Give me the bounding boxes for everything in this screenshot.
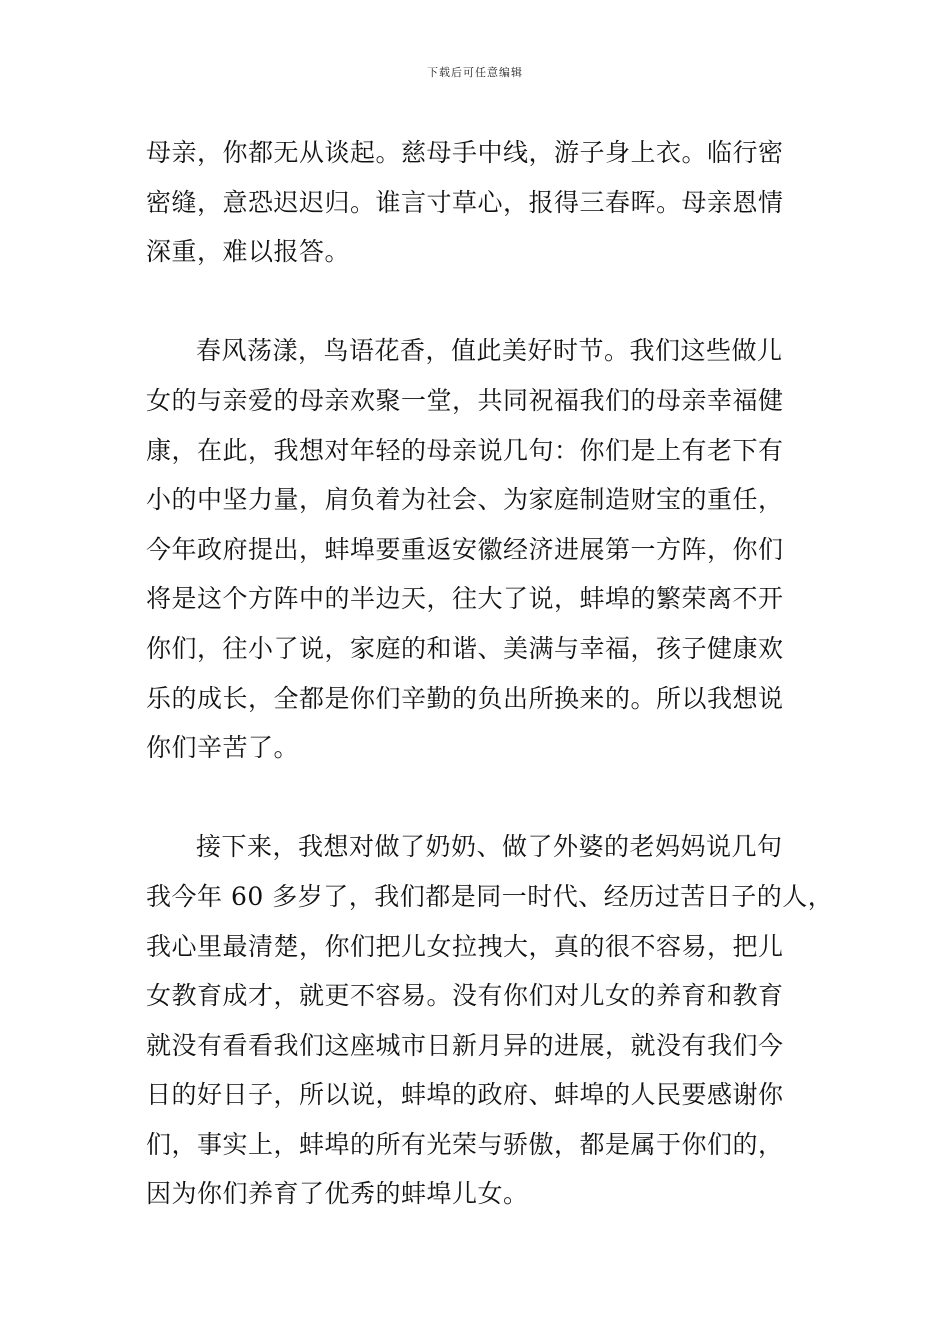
paragraph-line: 因为你们养育了优秀的蚌埠儿女。 (146, 1179, 529, 1209)
paragraph-spacer (146, 277, 811, 327)
paragraph-line: 母亲，你都无从谈起。慈母手中线，游子身上衣。临行密 (146, 138, 784, 167)
paragraph-line: 我心里最清楚，你们把儿女拉拽大，真的很不容易，把儿 (146, 931, 784, 961)
page-header: 下载后可任意编辑 (427, 66, 523, 79)
paragraph-line: 小的中坚力量，肩负着为社会、为家庭制造财宝的重任， (146, 485, 784, 515)
paragraph-line: 将是这个方阵中的半边天，往大了说，蚌埠的繁荣离不开 (146, 584, 784, 614)
paragraph-line: 就没有看看我们这座城市日新月异的进展，就没有我们今 (146, 1030, 784, 1060)
paragraph-2 (146, 326, 811, 772)
paragraph-line: 日的好日子，所以说，蚌埠的政府、蚌埠的人民要感谢你 (146, 1080, 784, 1110)
paragraph-line: 接下来，我想对做了奶奶、做了外婆的老妈妈说几句 (196, 832, 783, 862)
paragraph-line: 们，事实上，蚌埠的所有光荣与骄傲，都是属于你们的， (146, 1129, 784, 1159)
paragraph-line: 康，在此，我想对年轻的母亲说几句：你们是上有老下有 (146, 435, 784, 465)
paragraph-line: 女教育成才，就更不容易。没有你们对儿女的养育和教育 (146, 981, 784, 1011)
paragraph-line: 你们，往小了说，家庭的和谐、美满与幸福，孩子健康欢 (146, 633, 784, 663)
paragraph-spacer (146, 773, 811, 823)
paragraph-line: 我今年 60 多岁了，我们都是同一时代、经历过苦日子的人， (146, 881, 834, 911)
paragraph-line: 女的与亲爱的母亲欢聚一堂，共同祝福我们的母亲幸福健 (146, 385, 784, 415)
paragraph-line: 深重，难以报答。 (146, 237, 351, 267)
paragraph-line: 密缝，意恐迟迟归。谁言寸草心，报得三春晖。母亲恩情 (146, 187, 784, 217)
paragraph-line: 你们辛苦了。 (146, 733, 300, 763)
paragraph-line: 乐的成长，全都是你们辛勤的负出所换来的。所以我想说 (146, 683, 784, 713)
paragraph-1 (146, 128, 811, 277)
paragraph-line: 今年政府提出，蚌埠要重返安徽经济进展第一方阵，你们 (146, 534, 784, 564)
paragraph-line: 春风荡漾，鸟语花香，值此美好时节。我们这些做儿 (196, 336, 783, 366)
paragraph-3 (146, 822, 834, 1219)
document-body (146, 128, 834, 1219)
